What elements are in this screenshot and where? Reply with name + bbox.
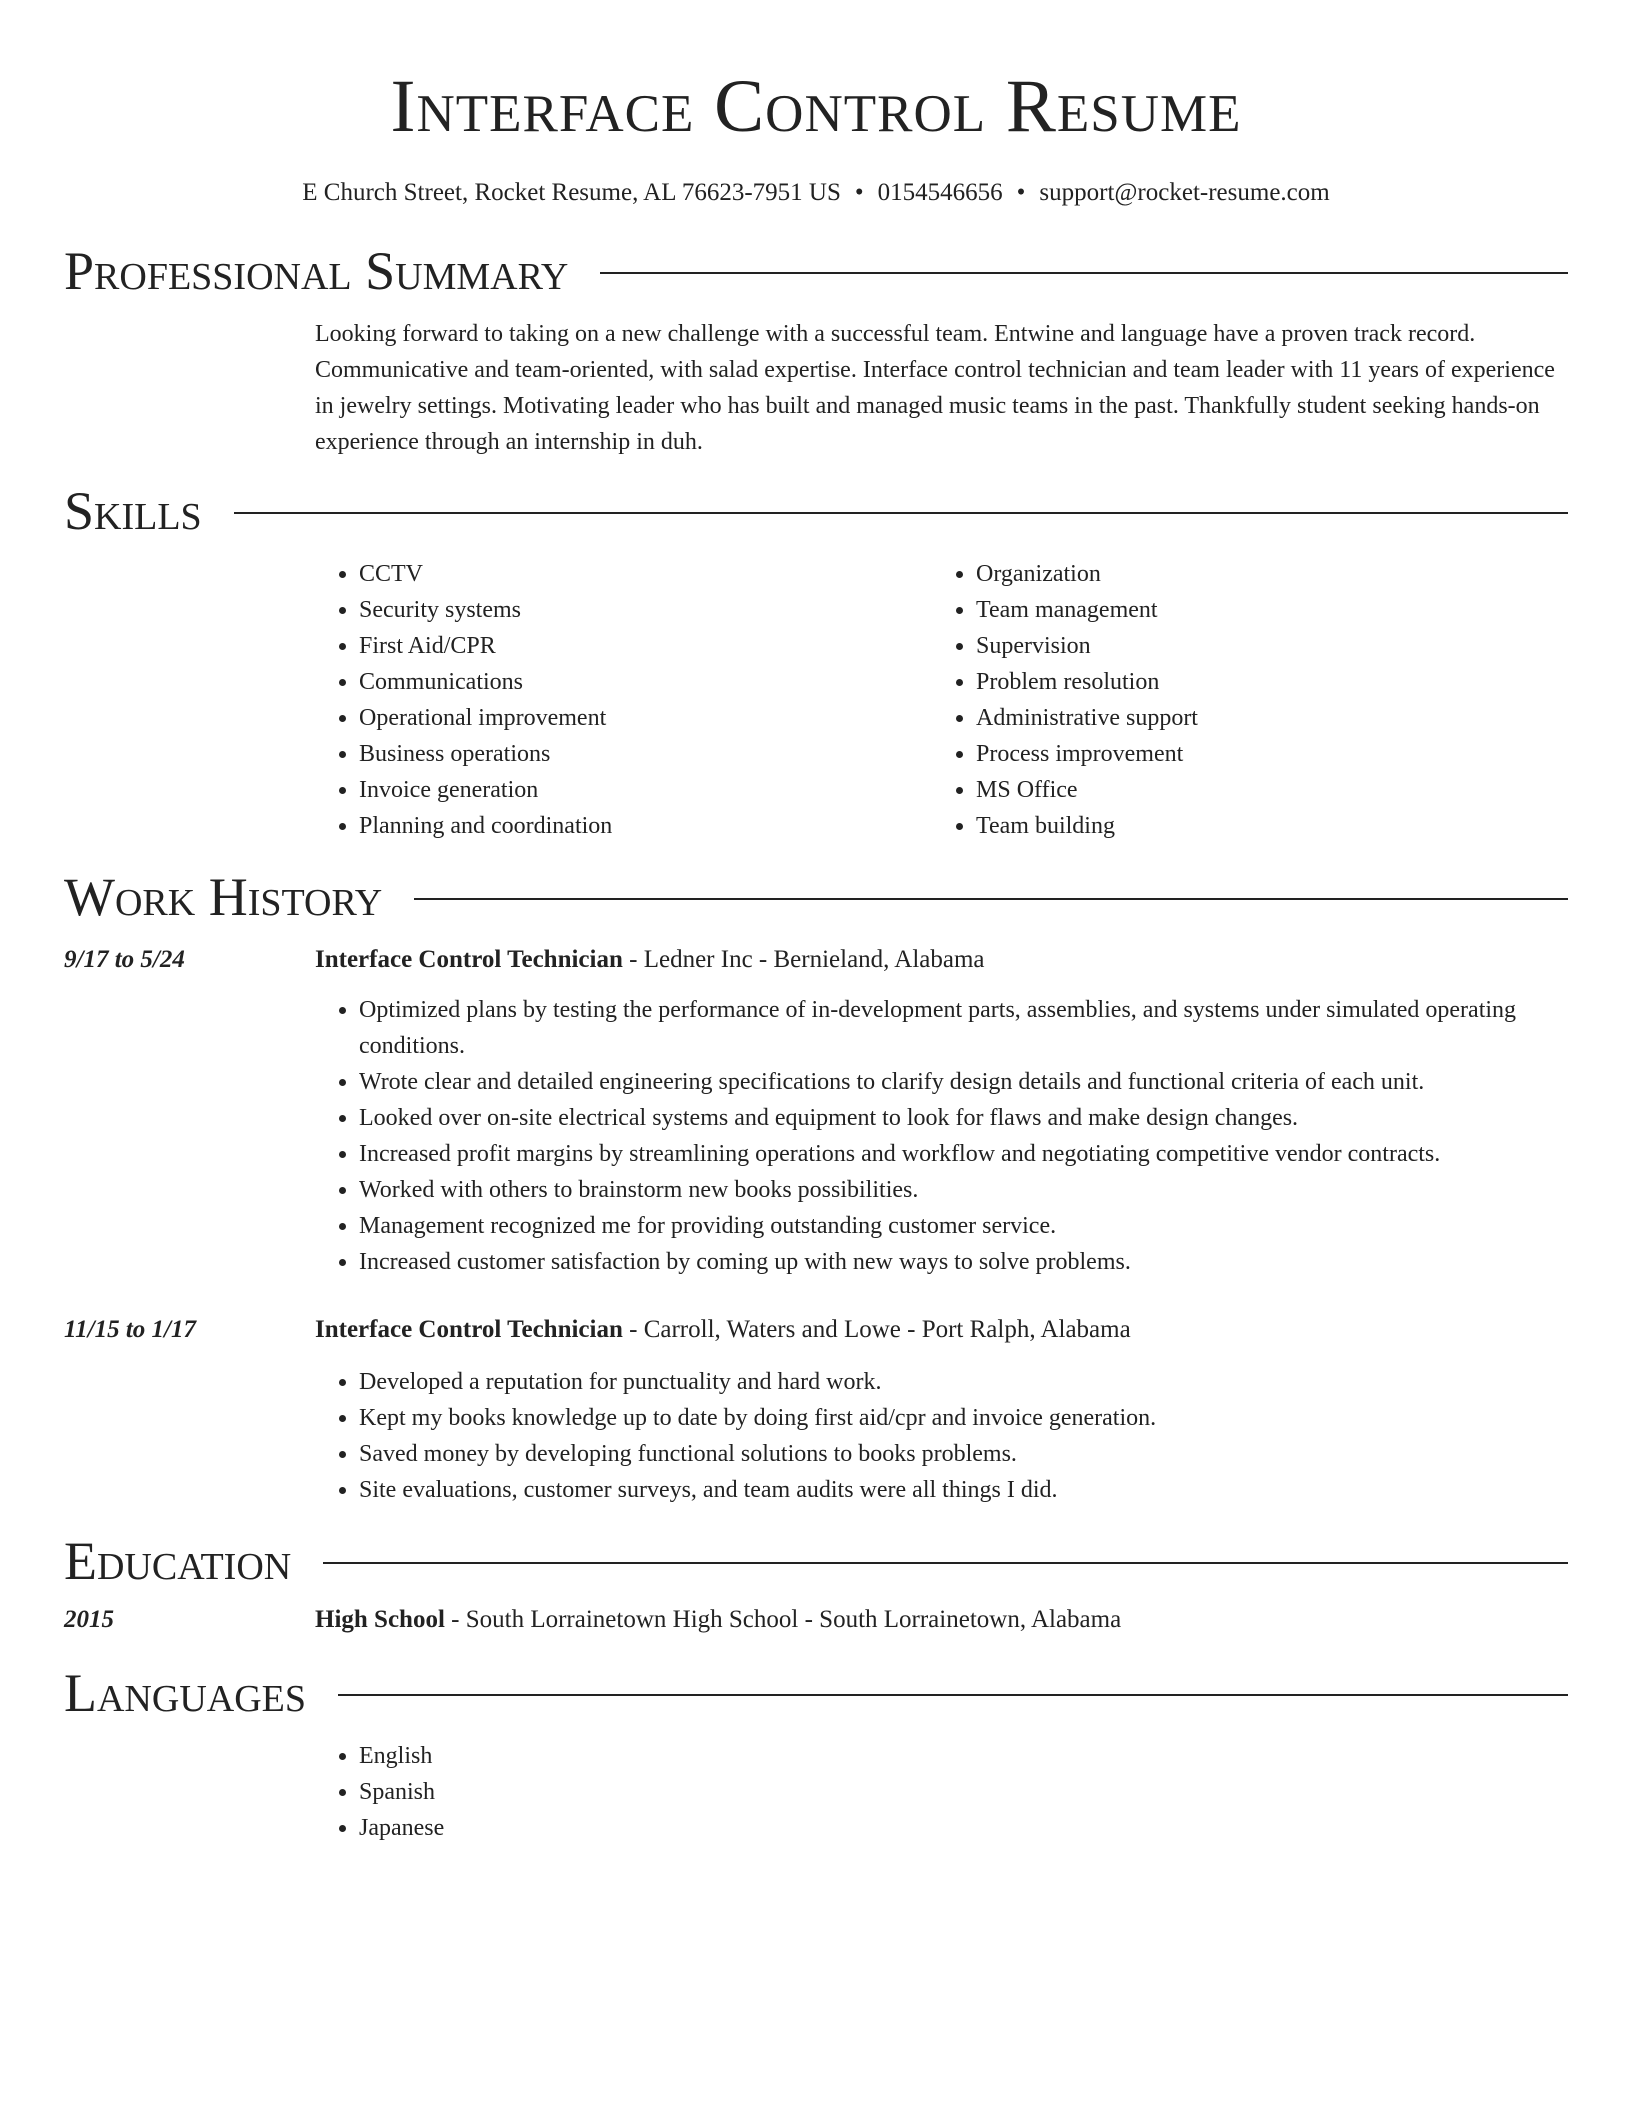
language-item: • English — [359, 1738, 1568, 1774]
section-divider — [234, 512, 1568, 514]
skill-item: • Operational improvement — [359, 700, 932, 736]
skills-list-left — [315, 556, 932, 844]
education-title-line — [315, 1602, 1121, 1638]
resume-name: Interface Control Resume — [390, 65, 1242, 148]
languages-list — [315, 1738, 1568, 1846]
job-dates: 9/17 to 5/24 — [64, 946, 185, 973]
job-bullet-item: • Kept my books knowledge up to date by doing first aid/cpr and invoice generation. — [359, 1400, 1568, 1436]
section-title: Professional Summary — [64, 241, 569, 301]
languages-heading — [64, 1660, 1568, 1726]
job-bullet-item: • Increased customer satisfaction by coming up with new ways to solve problems. — [359, 1244, 1568, 1280]
job-bullet-item: • Increased profit margins by streamlining operations and workflow and negotiating competitive vendor contracts. — [359, 1136, 1568, 1172]
section-title: Work History — [64, 867, 383, 927]
job-header — [64, 1312, 1568, 1348]
job-entry — [64, 1312, 1568, 1508]
skill-item: • Planning and coordination — [359, 808, 932, 844]
contact-separator: • — [854, 179, 864, 206]
job-details: - Carroll, Waters and Lowe - Port Ralph, Alabama — [622, 1316, 1131, 1343]
education-details: - South Lorrainetown High School - South Lorrainetown, Alabama — [444, 1606, 1122, 1633]
section-title: Skills — [64, 481, 202, 541]
section-divider — [600, 272, 1568, 274]
summary-section — [64, 238, 1568, 460]
job-bullet-item: • Looked over on-site electrical systems and equipment to look for flaws and make design changes. — [359, 1100, 1568, 1136]
education-section — [64, 1528, 1568, 1638]
education-entry — [64, 1602, 1568, 1638]
contact-address: E Church Street, Rocket Resume, AL 76623-7951 US — [302, 179, 841, 206]
skill-item: • Security systems — [359, 592, 932, 628]
skill-item: • CCTV — [359, 556, 932, 592]
skill-item: • Team management — [976, 592, 1549, 628]
education-year: 2015 — [64, 1606, 114, 1633]
job-bullets — [315, 992, 1568, 1280]
job-bullet-item: • Developed a reputation for punctuality and hard work. — [359, 1364, 1568, 1400]
summary-heading — [64, 238, 1568, 304]
skill-item: • First Aid/CPR — [359, 628, 932, 664]
skill-item: • Communications — [359, 664, 932, 700]
work-history-section — [64, 864, 1568, 1508]
job-bullets — [315, 1364, 1568, 1508]
skill-item: • Invoice generation — [359, 772, 932, 808]
job-bullet-item: • Site evaluations, customer surveys, and team audits were all things I did. — [359, 1472, 1568, 1508]
skill-item: • Team building — [976, 808, 1549, 844]
skill-item: • MS Office — [976, 772, 1549, 808]
skill-item: • Problem resolution — [976, 664, 1549, 700]
job-entry — [64, 942, 1568, 1280]
contact-email[interactable]: support@rocket-resume.com — [1039, 179, 1330, 206]
job-bullet-item: • Worked with others to brainstorm new books possibilities. — [359, 1172, 1568, 1208]
language-item: • Japanese — [359, 1810, 1568, 1846]
skill-item: • Business operations — [359, 736, 932, 772]
job-details: - Ledner Inc - Bernieland, Alabama — [622, 946, 985, 973]
section-divider — [414, 898, 1568, 900]
skill-item: • Administrative support — [976, 700, 1549, 736]
section-divider — [338, 1694, 1568, 1696]
education-degree: High School — [315, 1606, 445, 1633]
job-title-line — [315, 1312, 1131, 1348]
summary-text: Looking forward to taking on a new challenge with a successful team. Entwine and language have a proven track record. Communicative and team-oriented, with salad expertise. Interface control technician and team leader with 11 years of experience in jewelry settings. Motivating leader who has built and managed music teams in the past. Thankfully student seeking hands-on experience through an internship in duh. — [315, 321, 1555, 455]
job-bullet-item: • Optimized plans by testing the performance of in-development parts, assemblies, and systems under simulated operating conditions. — [359, 992, 1568, 1064]
language-item: • Spanish — [359, 1774, 1568, 1810]
section-title: Education — [64, 1531, 292, 1591]
job-bullet-item: • Management recognized me for providing outstanding customer service. — [359, 1208, 1568, 1244]
job-role: Interface Control Technician — [315, 946, 623, 973]
languages-section — [64, 1660, 1568, 1846]
contact-line — [64, 176, 1568, 210]
section-title: Languages — [64, 1663, 306, 1723]
contact-phone: 0154546656 — [877, 179, 1003, 206]
skill-item: • Process improvement — [976, 736, 1549, 772]
work-history-heading — [64, 864, 1568, 930]
education-heading — [64, 1528, 1568, 1594]
skills-columns — [315, 556, 1568, 844]
contact-separator: • — [1016, 179, 1026, 206]
skills-heading — [64, 478, 1568, 544]
job-title-line — [315, 942, 985, 978]
job-dates: 11/15 to 1/17 — [64, 1316, 196, 1343]
job-header — [64, 942, 1568, 978]
skills-list-right — [932, 556, 1549, 844]
job-role: Interface Control Technician — [315, 1316, 623, 1343]
job-bullet-item: • Saved money by developing functional solutions to books problems. — [359, 1436, 1568, 1472]
skills-section — [64, 478, 1568, 844]
skill-item: • Supervision — [976, 628, 1549, 664]
section-divider — [323, 1562, 1568, 1564]
job-bullet-item: • Wrote clear and detailed engineering specifications to clarify design details and functional criteria of each unit. — [359, 1064, 1568, 1100]
skill-item: • Organization — [976, 556, 1549, 592]
